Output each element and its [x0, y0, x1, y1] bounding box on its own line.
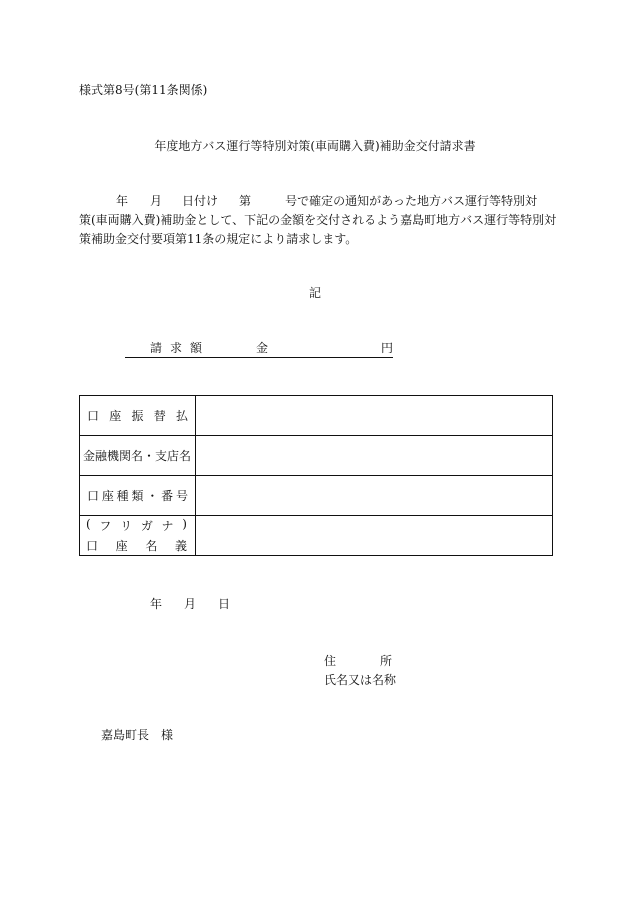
row-label-transfer [80, 396, 196, 436]
para-line1-rest: 号で確定の通知があった地方バス運行等特別対 [285, 194, 537, 208]
date-month: 月 [184, 597, 197, 611]
amount-line [125, 342, 393, 358]
label-char: 種 [116, 489, 129, 503]
table-row [80, 396, 553, 436]
label-char: 口 [87, 409, 100, 423]
value-transfer-field[interactable] [196, 396, 553, 436]
label-char: ナ [161, 519, 174, 533]
amount-kin: 金 [256, 341, 269, 355]
label-char: ガ [140, 519, 153, 533]
row-label-account-holder [80, 516, 196, 556]
table-row [80, 476, 553, 516]
paragraph-line-3: 策補助金交付要項第11条の規定により請求します。 [79, 232, 358, 246]
para-year: 年 [116, 194, 129, 208]
row-label-bank-branch [80, 436, 196, 476]
label-char: 座 [109, 409, 122, 423]
para-month: 月 [150, 194, 163, 208]
label-char: 替 [153, 409, 166, 423]
label-char: リ [120, 519, 133, 533]
document-title: 年度地方バス運行等特別対策(車両購入費)補助金交付請求書 [154, 139, 476, 153]
form-number: 様式第8号(第11条関係) [79, 83, 208, 97]
table-row [80, 436, 553, 476]
label-char: ( [86, 517, 91, 531]
label-char: フ [99, 519, 112, 533]
label-char: ・ [146, 489, 159, 503]
label-char: 座 [115, 539, 128, 553]
table-row [80, 516, 553, 556]
bank-branch-label: 金融機関名・支店名 [83, 449, 192, 463]
value-account-holder-field[interactable] [196, 516, 553, 556]
amount-yen: 円 [380, 341, 393, 355]
date-line [150, 598, 230, 610]
label-char: ) [182, 517, 187, 531]
address-char: 所 [380, 654, 393, 668]
bank-account-table [79, 395, 553, 556]
paragraph-line-1 [79, 195, 537, 207]
row-label-account-type [80, 476, 196, 516]
label-char: 名 [145, 539, 158, 553]
date-year: 年 [150, 597, 163, 611]
value-account-type-field[interactable] [196, 476, 553, 516]
address-label [324, 655, 392, 667]
amount-label: 請求額 [150, 341, 211, 355]
date-day: 日 [218, 597, 231, 611]
label-char: 口 [86, 539, 99, 553]
name-label: 氏名又は名称 [324, 673, 397, 687]
ki-heading: 記 [308, 286, 321, 300]
label-char: 座 [101, 489, 114, 503]
label-char: 振 [131, 409, 144, 423]
label-char: 号 [175, 489, 188, 503]
label-char: 義 [174, 539, 187, 553]
address-char: 住 [324, 654, 337, 668]
label-char: 払 [175, 409, 188, 423]
para-date-suffix: 日付け [182, 194, 219, 208]
label-char: 類 [131, 489, 144, 503]
label-char: 番 [161, 489, 174, 503]
label-char: 口 [87, 489, 100, 503]
value-bank-branch-field[interactable] [196, 436, 553, 476]
addressee: 嘉島町長 様 [101, 728, 174, 742]
para-dai: 第 [239, 194, 252, 208]
paragraph-line-2: 策(車両購入費)補助金として、下記の金額を交付されるよう嘉島町地方バス運行等特別対 [79, 213, 557, 227]
